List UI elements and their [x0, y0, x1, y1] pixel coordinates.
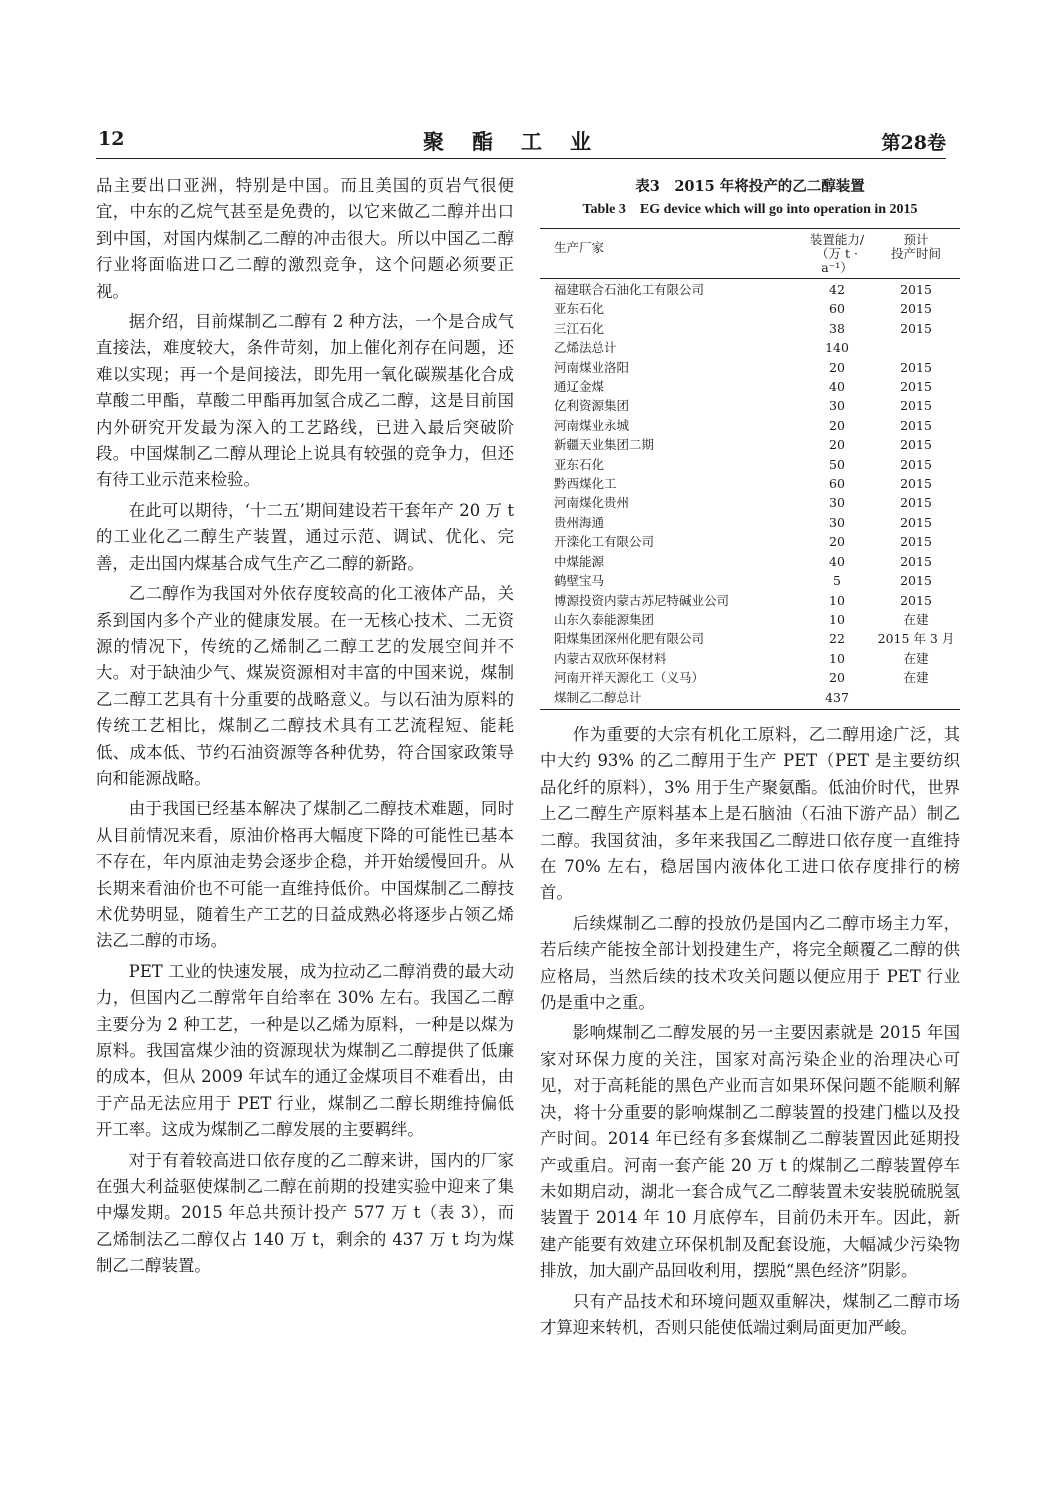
cell-company: 中煤能源	[554, 553, 605, 569]
left-column	[96, 173, 514, 1284]
cell-capacity: 30	[829, 398, 845, 414]
cell-capacity: 20	[829, 670, 845, 686]
running-header	[96, 126, 946, 159]
paragraph: 据介绍，目前煤制乙二醇有 2 种方法，一个是合成气直接法，难度较大，条件苛刻，加上催化剂存在问题，还难以实现；再一个是间接法，即先用一氧化碳羰基化合成草酸二甲酯，草酸二甲酯再加氢合成乙二醇，这是目前国内外研究开发最为深入的工艺路线，已进入最后突破阶段。中国煤制乙二醇从理论上说具有较强的竞争力，但还有待工业示范来检验。	[96, 312, 514, 490]
page-number: 12	[98, 128, 125, 150]
cell-company: 河南煤业永城	[554, 417, 630, 433]
cell-company: 黔西煤化工	[554, 476, 617, 492]
table-row	[540, 493, 960, 512]
table-row	[540, 571, 960, 590]
cell-capacity: 140	[825, 340, 849, 356]
cell-capacity: 40	[829, 553, 845, 569]
table-body	[540, 279, 960, 709]
paragraph: 只有产品技术和环境问题双重解决，煤制乙二醇市场才算迎来转机，否则只能使低端过剩局面更加严峻。	[540, 1291, 960, 1337]
table-row	[540, 532, 960, 551]
cell-company: 河南开祥天源化工（义马）	[554, 670, 705, 686]
table-row	[540, 668, 960, 687]
cell-company: 河南煤业洛阳	[554, 359, 630, 375]
cell-capacity: 20	[829, 437, 845, 453]
paragraph: 对于有着较高进口依存度的乙二醇来讲，国内的厂家在强大利益驱使煤制乙二醇在前期的投建实验中迎来了集中爆发期。2015 年总共预计投产 577 万 t（表 3），而乙烯制法乙二醇仅占 140 万 t，剩余的 437 万 t 均为煤制乙二醇装置。	[96, 1150, 514, 1276]
cell-company: 亚东石化	[554, 456, 605, 472]
cell-company: 亿利资源集团	[554, 398, 630, 414]
paragraph: 在此可以期待，‘十二五’期间建设若干套年产 20 万 t 的工业化乙二醇生产装置，通过示范、调试、优化、完善，走出国内煤基合成气生产乙二醇的新路。	[96, 500, 514, 573]
paragraph: 乙二醇作为我国对外依存度较高的化工液体产品，关系到国内多个产业的健康发展。在一无核心技术、二无资源的情况下，传统的乙烯制乙二醇工艺的发展空间并不大。对于缺油少气、煤炭资源相对丰富的中国来说，煤制乙二醇工艺具有十分重要的战略意义。与以石油为原料的传统工艺相比，煤制乙二醇技术具有工艺流程短、能耗低、成本低、节约石油资源等各种优势，符合国家政策导向和能源战略。	[96, 584, 514, 788]
paragraph: 影响煤制乙二醇发展的另一主要因素就是 2015 年国家对环保力度的关注，国家对高污染企业的治理决心可见，对于高耗能的黑色产业而言如果环保问题不能顺利解决，将十分重要的影响煤制乙二醇装置的投建门槛以及投产时间。2014 年已经有多套煤制乙二醇装置因此延期投产或重启。河南一套产能 20 万 t 的煤制乙二醇装置停车未如期启动，湖北一套合成气乙二醇装置未安装脱硫脱氢装置于 2014 年 10 月底停车，目前仍未开车。因此，新建产能要有效建立环保机制及配套设施，大幅减少污染物排放，加大副产品回收利用，摆脱“黑色经济”阴影。	[540, 1023, 960, 1281]
cell-company: 鹤壁宝马	[554, 573, 605, 589]
paragraph: 品主要出口亚洲，特别是中国。而且美国的页岩气很便宜，中东的乙烷气甚至是免费的，以它来做乙二醇并出口到中国，对国内煤制乙二醇的冲击很大。所以中国乙二醇行业将面临进口乙二醇的激烈竞争，这个问题必须要正视。	[96, 176, 514, 301]
right-column	[540, 722, 960, 1345]
cell-company: 福建联合石油化工有限公司	[554, 282, 705, 297]
cell-time: 2015	[900, 398, 932, 414]
cell-company: 开滦化工有限公司	[554, 534, 655, 550]
table-row	[540, 416, 960, 435]
cell-company: 乙烯法总计	[554, 340, 617, 356]
cell-time: 2015	[900, 456, 932, 472]
cell-company: 博源投资内蒙古苏尼特碱业公司	[554, 592, 730, 608]
table-3	[540, 176, 960, 710]
cell-time: 2015	[900, 379, 932, 395]
table-row	[540, 377, 960, 396]
cell-time: 2015	[900, 495, 932, 511]
cell-time: 2015	[900, 417, 932, 433]
table-row	[540, 280, 960, 299]
cell-time: 在建	[903, 650, 929, 666]
cell-capacity: 60	[829, 301, 845, 317]
header-capacity	[802, 233, 872, 275]
table-row	[540, 319, 960, 338]
cell-company: 煤制乙二醇总计	[554, 689, 642, 705]
paragraph: 后续煤制乙二醇的投放仍是国内乙二醇市场主力军，若后续产能按全部计划投建生产，将完全颠覆乙二醇的供应格局，当然后续的技术攻关问题以便应用于 PET 行业仍是重中之重。	[540, 913, 960, 1013]
cell-company: 三江石化	[554, 320, 605, 336]
cell-capacity: 30	[829, 495, 845, 511]
cell-company: 通辽金煤	[554, 379, 605, 395]
paragraph: 由于我国已经基本解决了煤制乙二醇技术难题，同时从目前情况来看，原油价格再大幅度下降的可能性已基本不存在，年内原油走势会逐步企稳，并开始缓慢回升。从长期来看油价也不可能一直维持低价。中国煤制乙二醇技术优势明显，随着生产工艺的日益成熟必将逐步占领乙烯法乙二醇的市场。	[96, 799, 514, 951]
table-row	[540, 552, 960, 571]
table-row	[540, 396, 960, 415]
table-row	[540, 474, 960, 493]
cell-capacity: 38	[829, 320, 845, 336]
table-row	[540, 338, 960, 357]
header-capacity-line1: 装置能力/	[809, 232, 865, 247]
cell-capacity: 437	[825, 689, 849, 705]
cell-capacity: 40	[829, 379, 845, 395]
table-row	[540, 299, 960, 318]
table-row	[540, 513, 960, 532]
cell-time: 2015	[900, 320, 932, 336]
cell-company: 亚东石化	[554, 301, 605, 317]
cell-time: 2015	[900, 359, 932, 375]
data-table	[540, 228, 960, 710]
table-row	[540, 610, 960, 629]
table-row	[540, 455, 960, 474]
cell-company: 阳煤集团深州化肥有限公司	[554, 631, 705, 647]
cell-capacity: 50	[829, 456, 845, 472]
table-row	[540, 629, 960, 648]
cell-capacity: 60	[829, 476, 845, 492]
cell-time: 2015	[900, 592, 932, 608]
cell-time: 2015	[900, 437, 932, 453]
cell-company: 河南煤化贵州	[554, 495, 630, 511]
cell-company: 山东久泰能源集团	[554, 611, 655, 627]
cell-time: 2015	[900, 514, 932, 530]
table-row	[540, 358, 960, 377]
table-header-row	[540, 229, 960, 279]
cell-time: 2015 年 3 月	[877, 631, 955, 647]
journal-title: 聚酯工业	[423, 129, 619, 154]
cell-capacity: 42	[829, 282, 845, 297]
header-capacity-line2: （万 t · a⁻¹）	[816, 246, 858, 275]
cell-time	[872, 688, 960, 707]
header-time-line2: 投产时间	[890, 246, 941, 261]
paragraph: 作为重要的大宗有机化工原料，乙二醇用途广泛，其中大约 93% 的乙二醇用于生产 PET（PET 是主要纺织品化纤的原料），3% 用于生产聚氨酯。低油价时代，世界上乙二醇生产原料基本上是石脑油（石油下游产品）制乙二醇。我国贫油，多年来我国乙二醇进口依存度一直维持在 70% 左右，稳居国内液体化工进口依存度排行的榜首。	[540, 725, 960, 903]
table-caption-zh: 表3 2015 年将投产的乙二醇装置	[635, 178, 865, 195]
cell-time	[872, 338, 960, 357]
table-caption-en: Table 3 EG device which will go into operation in 2015	[582, 202, 918, 217]
cell-capacity: 10	[829, 611, 845, 627]
cell-time: 2015	[900, 573, 932, 589]
cell-capacity: 22	[829, 631, 845, 647]
cell-time: 2015	[900, 534, 932, 550]
volume-label: 第28卷	[881, 132, 946, 154]
table-row	[540, 688, 960, 707]
table-row	[540, 649, 960, 668]
cell-capacity: 20	[829, 417, 845, 433]
cell-capacity: 10	[829, 650, 845, 666]
cell-company: 新疆天业集团二期	[554, 437, 655, 453]
header-company: 生产厂家	[554, 240, 605, 255]
header-time	[872, 233, 960, 275]
cell-time: 2015	[900, 476, 932, 492]
header-time-line1: 预计	[903, 232, 929, 247]
cell-capacity: 30	[829, 514, 845, 530]
cell-time: 在建	[903, 670, 929, 686]
cell-company: 内蒙古双欣环保材料	[554, 650, 667, 666]
table-row	[540, 591, 960, 610]
cell-time: 2015	[900, 301, 932, 317]
cell-time: 在建	[903, 611, 929, 627]
cell-company: 贵州海通	[554, 514, 605, 530]
cell-capacity: 20	[829, 359, 845, 375]
cell-time: 2015	[900, 553, 932, 569]
table-row	[540, 435, 960, 454]
cell-capacity: 5	[833, 573, 841, 589]
cell-capacity: 10	[829, 592, 845, 608]
paragraph: PET 工业的快速发展，成为拉动乙二醇消费的最大动力，但国内乙二醇常年自给率在 30% 左右。我国乙二醇主要分为 2 种工艺，一种是以乙烯为原料，一种是以煤为原料。我国富煤少油的资源现状为煤制乙二醇提供了低廉的成本，但从 2009 年试车的通辽金煤项目不难看出，由于产品无法应用于 PET 行业，煤制乙二醇长期维持偏低开工率。这成为煤制乙二醇发展的主要羁绊。	[96, 961, 514, 1140]
cell-time: 2015	[900, 282, 932, 297]
cell-capacity: 20	[829, 534, 845, 550]
